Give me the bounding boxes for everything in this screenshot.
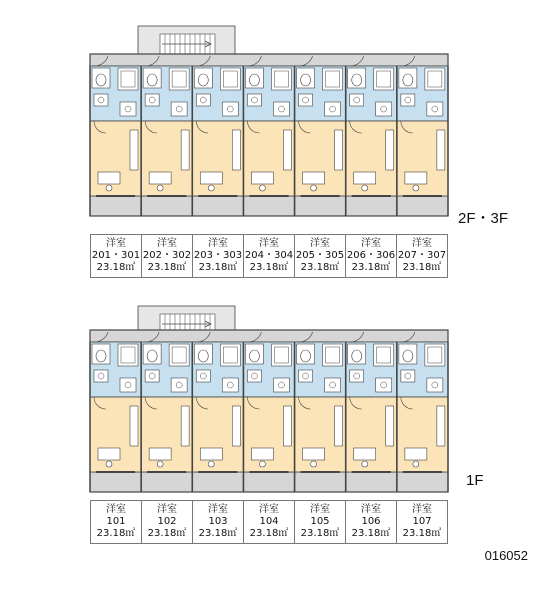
unit-number: 205・305: [295, 250, 345, 261]
unit-type: 洋室: [361, 504, 381, 515]
kitchen: [222, 378, 238, 392]
desk: [98, 172, 120, 184]
unit-cell: [294, 501, 345, 543]
unit-type: 洋室: [106, 504, 126, 515]
unit-type: 洋室: [157, 504, 177, 515]
closet: [283, 130, 291, 170]
unit-area: 23.18㎡: [402, 528, 442, 539]
desk: [149, 172, 171, 184]
unit-area: 23.18㎡: [96, 528, 136, 539]
unit-area: 23.18㎡: [402, 262, 442, 273]
unit-cell: [243, 501, 294, 543]
kitchen: [171, 378, 187, 392]
unit-type: 洋室: [310, 238, 330, 249]
unit-cell: [345, 235, 396, 277]
desk: [303, 448, 325, 460]
unit-number: 106: [361, 516, 381, 527]
desk: [251, 448, 273, 460]
washbasin: [401, 370, 415, 382]
unit-type: 洋室: [361, 238, 381, 249]
balcony-bottom: [90, 196, 448, 216]
unit-area: 23.18㎡: [147, 262, 187, 273]
closet: [130, 406, 138, 446]
unit-area: 23.18㎡: [147, 528, 187, 539]
closet: [232, 406, 240, 446]
unit-cell: [294, 235, 345, 277]
kitchen: [325, 102, 341, 116]
washbasin: [145, 370, 159, 382]
chair: [259, 461, 265, 467]
washbasin: [299, 94, 313, 106]
kitchen: [273, 378, 289, 392]
kitchen: [222, 102, 238, 116]
unit-number: 101: [106, 516, 126, 527]
desk: [303, 172, 325, 184]
toilet-bowl: [301, 74, 311, 86]
unit-type: 洋室: [259, 504, 279, 515]
closet: [335, 130, 343, 170]
toilet-bowl: [96, 350, 106, 362]
washbasin: [401, 94, 415, 106]
toilet-bowl: [403, 74, 413, 86]
unit-type: 洋室: [412, 238, 432, 249]
unit-number: 102: [157, 516, 177, 527]
chair: [157, 185, 163, 191]
toilet-bowl: [352, 74, 362, 86]
unit-cell: [345, 501, 396, 543]
unit-number: 207・307: [397, 250, 447, 261]
unit-type: 洋室: [208, 238, 228, 249]
chair: [157, 461, 163, 467]
unit-area: 23.18㎡: [351, 262, 391, 273]
unit-number: 104: [259, 516, 279, 527]
unit-number: 204・304: [244, 250, 294, 261]
chair: [362, 461, 368, 467]
desk: [200, 172, 222, 184]
unit-area: 23.18㎡: [300, 528, 340, 539]
unit-area: 23.18㎡: [300, 262, 340, 273]
washbasin: [299, 370, 313, 382]
closet: [386, 130, 394, 170]
chair: [208, 185, 214, 191]
unit-number: 206・306: [346, 250, 396, 261]
desk: [405, 448, 427, 460]
closet: [181, 130, 189, 170]
unit-area: 23.18㎡: [351, 528, 391, 539]
unit-cell: [91, 501, 141, 543]
unit-type: 洋室: [157, 238, 177, 249]
unit-area: 23.18㎡: [249, 528, 289, 539]
toilet-bowl: [198, 74, 208, 86]
closet: [437, 130, 445, 170]
desk: [354, 172, 376, 184]
unit-number: 201・301: [91, 250, 141, 261]
unit-area: 23.18㎡: [198, 262, 238, 273]
desk: [200, 448, 222, 460]
toilet-bowl: [403, 350, 413, 362]
toilet-bowl: [301, 350, 311, 362]
chair: [413, 185, 419, 191]
desk: [354, 448, 376, 460]
unit-cell: [91, 235, 141, 277]
kitchen: [376, 102, 392, 116]
kitchen: [120, 102, 136, 116]
kitchen: [427, 102, 443, 116]
washbasin: [247, 94, 261, 106]
chair: [311, 185, 317, 191]
unit-cell: [192, 235, 243, 277]
toilet-bowl: [198, 350, 208, 362]
unit-type: 洋室: [259, 238, 279, 249]
toilet-bowl: [352, 350, 362, 362]
kitchen: [171, 102, 187, 116]
chair: [311, 461, 317, 467]
corridor-top: [90, 54, 448, 66]
unit-area: 23.18㎡: [249, 262, 289, 273]
unit-cell: [396, 501, 447, 543]
floor-label-lower: 1F: [466, 472, 484, 489]
floor-label-upper: 2F・3F: [458, 210, 509, 227]
unit-number: 103: [208, 516, 228, 527]
desk: [251, 172, 273, 184]
unit-number: 203・303: [193, 250, 243, 261]
closet: [335, 406, 343, 446]
closet: [181, 406, 189, 446]
chair: [413, 461, 419, 467]
unit-area: 23.18㎡: [198, 528, 238, 539]
unit-cell: [243, 235, 294, 277]
unit-cell: [141, 501, 192, 543]
unit-area: 23.18㎡: [96, 262, 136, 273]
kitchen: [273, 102, 289, 116]
balcony-bottom: [90, 472, 448, 492]
chair: [208, 461, 214, 467]
washbasin: [247, 370, 261, 382]
chair: [106, 461, 112, 467]
toilet-bowl: [249, 350, 259, 362]
toilet-bowl: [147, 350, 157, 362]
desk: [405, 172, 427, 184]
unit-type: 洋室: [310, 504, 330, 515]
washbasin: [196, 370, 210, 382]
corridor-top: [90, 330, 448, 342]
toilet-bowl: [147, 74, 157, 86]
chair: [362, 185, 368, 191]
washbasin: [196, 94, 210, 106]
closet: [386, 406, 394, 446]
kitchen: [120, 378, 136, 392]
kitchen: [325, 378, 341, 392]
closet: [130, 130, 138, 170]
chair: [106, 185, 112, 191]
kitchen: [427, 378, 443, 392]
chair: [259, 185, 265, 191]
toilet-bowl: [249, 74, 259, 86]
closet: [437, 406, 445, 446]
closet: [283, 406, 291, 446]
unit-cell: [396, 235, 447, 277]
unit-number: 202・302: [142, 250, 192, 261]
unit-type: 洋室: [208, 504, 228, 515]
washbasin: [350, 370, 364, 382]
kitchen: [376, 378, 392, 392]
washbasin: [94, 94, 108, 106]
desk: [98, 448, 120, 460]
closet: [232, 130, 240, 170]
washbasin: [350, 94, 364, 106]
plan-code: 016052: [484, 548, 528, 563]
unit-table-upper: [90, 234, 448, 278]
desk: [149, 448, 171, 460]
unit-cell: [192, 501, 243, 543]
washbasin: [94, 370, 108, 382]
washbasin: [145, 94, 159, 106]
unit-type: 洋室: [412, 504, 432, 515]
toilet-bowl: [96, 74, 106, 86]
unit-table-lower: [90, 500, 448, 544]
unit-number: 105: [310, 516, 330, 527]
unit-cell: [141, 235, 192, 277]
unit-type: 洋室: [106, 238, 126, 249]
unit-number: 107: [412, 516, 432, 527]
